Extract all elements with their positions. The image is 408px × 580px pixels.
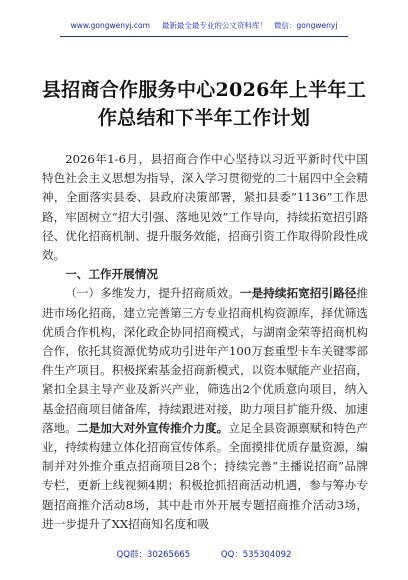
section-heading: 一、工作开展情况 — [65, 267, 158, 282]
qq-group: QQ群：30265665 — [116, 550, 191, 560]
subsection-lead: （一）多维发力，提升招商质效。 — [65, 286, 240, 301]
highlight-point-1: 一是持续拓宽招引路径 — [239, 286, 357, 301]
intro-paragraph: 2026年1-6月，县招商合作中心坚持以习近平新时代中国特色社会主义思想为指导，深入学习贯彻党的二十届四中全会精神，全面落实县委、县政府决策部署，紧扣县委“1136”工作思路，牢固树立“招大引强、落地见效”工作导向，持续拓宽招引路径、优化招商机制、提升服务效能，招商引资工作取得阶段性成效。 — [42, 152, 368, 263]
body-paragraph — [42, 284, 368, 534]
wechat-id: 微信：gongwenyj — [274, 21, 338, 30]
site-footer — [0, 548, 408, 560]
site-header — [0, 20, 408, 31]
point-2-text: 立足全县资源禀赋和特色产业，持续构建立体化招商宣传体系。全面摸排优质存量资源，编制并对外推介重点招商项目28个；持续完善“主播说招商”品牌专栏，更新上线视频4期；积极抢抓招商活动机遇，参与筹办专题招商推介活动8场，其中赴市外开展专题招商推介活动3场，进一步提升了XX招商知名度和吸 — [42, 420, 368, 531]
qq-contact: QQ：535304092 — [220, 550, 292, 560]
document-body — [42, 150, 368, 534]
highlight-point-2: 二是加大对外宣传推介力度。 — [76, 420, 229, 435]
document-title: 县招商合作服务中心2026年上半年工作总结和下半年工作计划 — [41, 79, 367, 129]
site-slogan: 最新最全最专业的公文资料库！ — [161, 21, 267, 30]
site-url[interactable]: www.gongwenyj.com — [70, 21, 150, 30]
point-1-text: 推进市场化招商，建立完善第三方专业招商机构资源库，择优筛选优质合作机构，深化政企协同招商模式，与湖南金荣等招商机构合作，依托其资源优势成功引进年产100万套重型卡车关键零部件生产项目。积极探索基金招商新模式，以资本赋能产业招商，紧扣全县主导产业及新兴产业，筛选出2个优质意向项目，纳入基金招商项目储备库，持续跟进对接，助力项目扩能升级、加速落地。 — [42, 286, 368, 435]
header-divider — [60, 36, 348, 37]
